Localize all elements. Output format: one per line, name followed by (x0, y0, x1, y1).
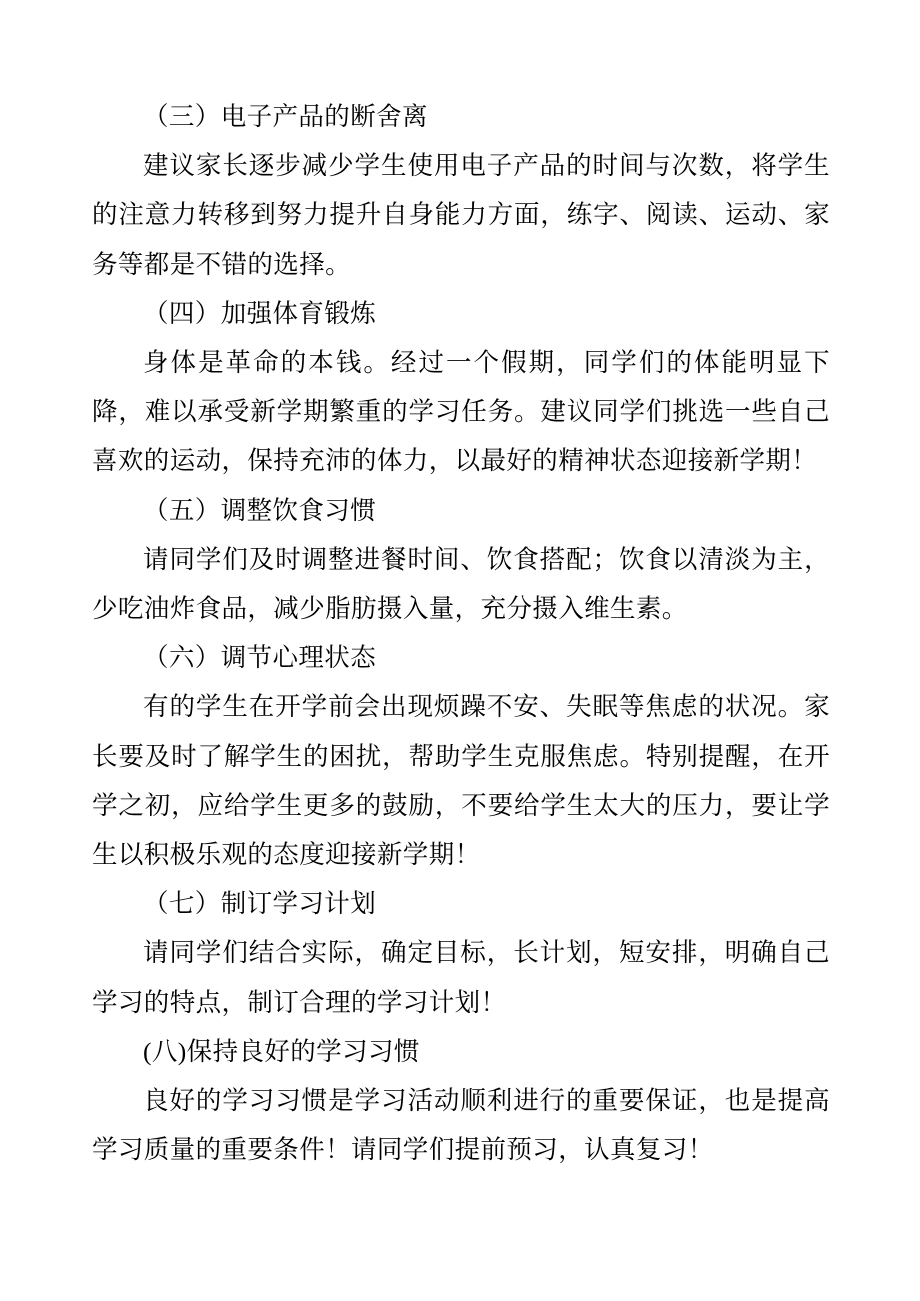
section-heading-three: （三）电子产品的断舍离 (143, 102, 428, 131)
section-heading-eight: (八)保持良好的学习习惯 (143, 1036, 420, 1066)
section-heading-seven: （七）制订学习计划 (143, 889, 377, 919)
paragraph-eight: 良好的学习习惯是学习活动顺利进行的重要保证，也是提高学习质量的重要条件！请同学们提前预习，认真复习！ (92, 1086, 830, 1165)
document-body (92, 92, 830, 1174)
paragraph-seven: 请同学们结合实际，确定目标，长计划，短安排，明确自己学习的特点，制订合理的学习计划！ (92, 938, 830, 1017)
section-heading-six: （六）调节心理状态 (143, 643, 377, 673)
paragraph-four: 身体是革命的本钱。经过一个假期，同学们的体能明显下降，难以承受新学期繁重的学习任务。建议同学们挑选一些自己喜欢的运动，保持充沛的体力，以最好的精神状态迎接新学期！ (92, 348, 830, 476)
paragraph-five: 请同学们及时调整进餐时间、饮食搭配；饮食以清淡为主，少吃油炸食品，减少脂肪摄入量，充分摄入维生素。 (92, 544, 830, 624)
paragraph-three: 建议家长逐步减少学生使用电子产品的时间与次数，将学生的注意力转移到努力提升自身能力方面，练字、阅读、运动、家务等都是不错的选择。 (92, 151, 830, 279)
paragraph-six: 有的学生在开学前会出现烦躁不安、失眠等焦虑的状况。家长要及时了解学生的困扰，帮助学生克服焦虑。特别提醒，在开学之初，应给学生更多的鼓励，不要给学生太大的压力，要让学生以积极乐观的态度迎接新学期！ (92, 692, 830, 870)
section-heading-four: （四）加强体育锻炼 (143, 298, 377, 328)
section-heading-five: （五）调整饮食习惯 (143, 495, 377, 525)
